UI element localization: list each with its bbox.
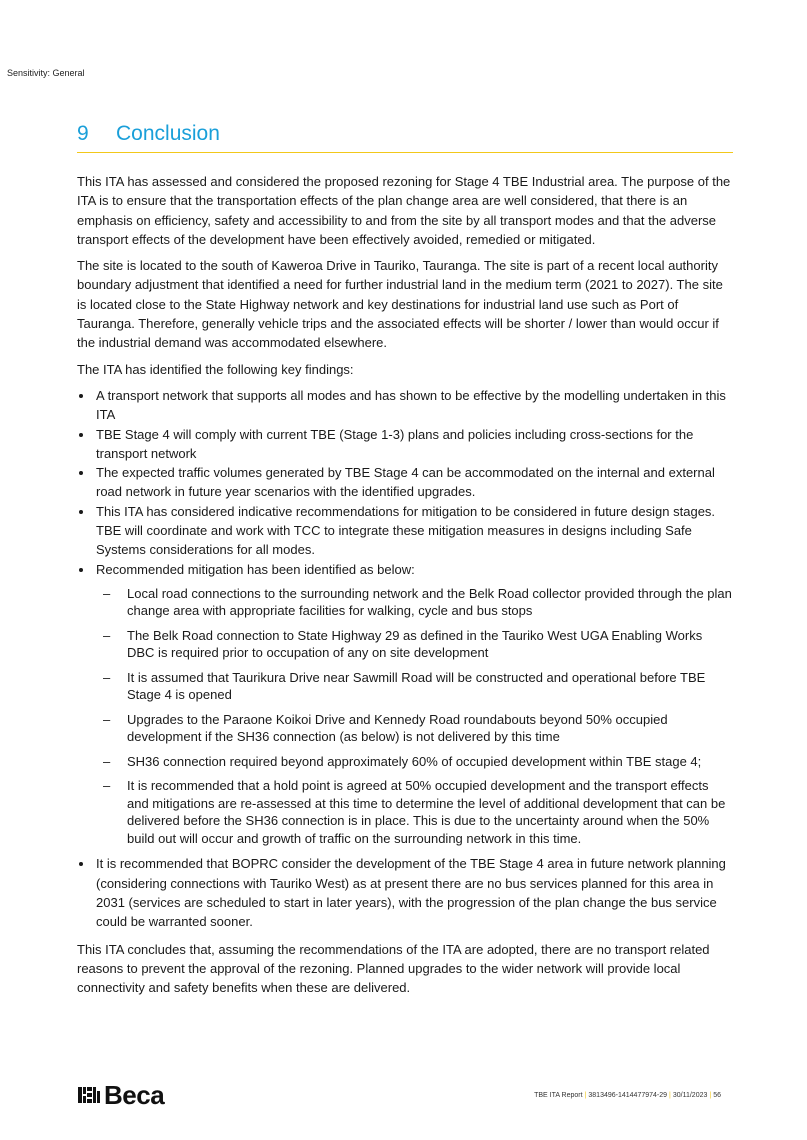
finding-text: Recommended mitigation has been identified as below: [96, 561, 415, 577]
list-item [77, 386, 733, 425]
list-item [77, 425, 733, 464]
beca-logo-icon [78, 1085, 100, 1105]
separator: | [709, 1092, 712, 1099]
list-item [96, 753, 733, 771]
mitigation-list [96, 585, 733, 848]
list-item [96, 627, 733, 662]
document-body [77, 172, 733, 1005]
footer-reference [534, 1092, 721, 1099]
finding-text: The expected traffic volumes generated by TBE Stage 4 can be accommodated on the internal and external road network in future year scenarios with the identified upgrades. [96, 465, 715, 500]
section-heading [77, 121, 733, 153]
dash-icon: – [103, 585, 111, 601]
report-name: TBE ITA Report [534, 1092, 583, 1099]
list-item [96, 669, 733, 704]
finding-text: This ITA has considered indicative recommendations for mitigation to be considered in future design stages. TBE will coordinate and work with TCC to integrate these mitigation measures in designs including Safe Systems considerations for all modes. [96, 503, 716, 558]
paragraph-site: The site is located to the south of Kaweroa Drive in Tauriko, Tauranga. The site is part of a recent local authority boundary adjustment that identified a need for further industrial land in the medium term (2021 to 2027). The site is located close to the State Highway network and key destinations for industrial land use such as Port of Tauranga. Therefore, generally vehicle trips and the associated effects will be shorter / lower than would occur if the industrial demand was accommodated elsewhere. [77, 258, 723, 351]
list-item [77, 560, 733, 848]
report-date: 30/11/2023 [672, 1092, 708, 1099]
finding-text: TBE Stage 4 will comply with current TBE (Stage 1-3) plans and policies including cross-sections for the transport network [96, 426, 694, 461]
mitigation-text: The Belk Road connection to State Highway 29 as defined in the Tauriko West UGA Enabling Works DBC is required prior to occupation of any on site development [127, 627, 703, 661]
mitigation-text: Local road connections to the surrounding network and the Belk Road collector provided through the plan change area with appropriate facilities for walking, cycle and bus stops [127, 585, 732, 619]
mitigation-text: Upgrades to the Paraone Koikoi Drive and Kennedy Road roundabouts beyond 50% occupied development if the SH36 connection (as below) is not delivered by this time [127, 711, 668, 745]
list-item [96, 711, 733, 746]
report-ref: 3813496-1414477974-29 [588, 1092, 668, 1099]
paragraph-intro: This ITA has assessed and considered the proposed rezoning for Stage 4 TBE Industrial area. The purpose of the ITA is to ensure that the transportation effects of the plan change area are well considered, that there is an emphasis on efficiency, safety and accessibility to and from the site by all transport modes and that the adverse transport effects of the development have been effectively avoided, remedied or mitigated. [77, 174, 731, 247]
findings-list [77, 386, 733, 932]
section-number: 9 [77, 122, 89, 145]
list-item [77, 463, 733, 502]
finding-text: A transport network that supports all modes and has shown to be effective by the modelling undertaken in this ITA [96, 387, 726, 423]
separator: | [584, 1092, 587, 1099]
list-item [96, 585, 733, 620]
dash-icon: – [103, 669, 111, 685]
paragraph-findings-intro: The ITA has identified the following key findings: [77, 361, 354, 377]
mitigation-text: SH36 connection required beyond approximately 60% of occupied development within TBE stage 4; [127, 753, 702, 769]
mitigation-text: It is assumed that Taurikura Drive near Sawmill Road will be constructed and operational before TBE Stage 4 is opened [127, 669, 706, 703]
dash-icon: – [103, 711, 111, 727]
list-item [77, 854, 733, 931]
paragraph-conclusion: This ITA concludes that, assuming the recommendations of the ITA are adopted, there are no transport related reasons to prevent the approval of the rezoning. Planned upgrades to the wider network will provide local connectivity and safety benefits when these are delivered. [77, 941, 710, 996]
dash-icon: – [103, 753, 111, 769]
page-number: 56 [713, 1092, 721, 1099]
mitigation-text: It is recommended that a hold point is agreed at 50% occupied development and the transport effects and mitigations are re-assessed at this time to determine the level of additional development that can be delivered before the SH36 connection is in place. This is due to the uncertainty around when the 50% build out will occur and growth of traffic on the surrounding network in this time. [127, 778, 726, 846]
sensitivity-label: Sensitivity: General [7, 68, 85, 78]
list-item [96, 777, 733, 847]
section-title: Conclusion [116, 122, 220, 145]
dash-icon: – [103, 627, 111, 643]
finding-text: It is recommended that BOPRC consider the development of the TBE Stage 4 area in future network planning (considering connections with Tauriko West) as at present there are no bus services planned for this area in 2031 (services are scheduled to start in later years), with the progression of the plan change the bus service could be warranted sooner. [96, 856, 726, 930]
logo-text: Beca [104, 1080, 165, 1110]
separator: | [669, 1092, 671, 1099]
list-item [77, 502, 733, 560]
dash-icon: – [103, 778, 111, 794]
beca-logo [78, 1080, 165, 1110]
